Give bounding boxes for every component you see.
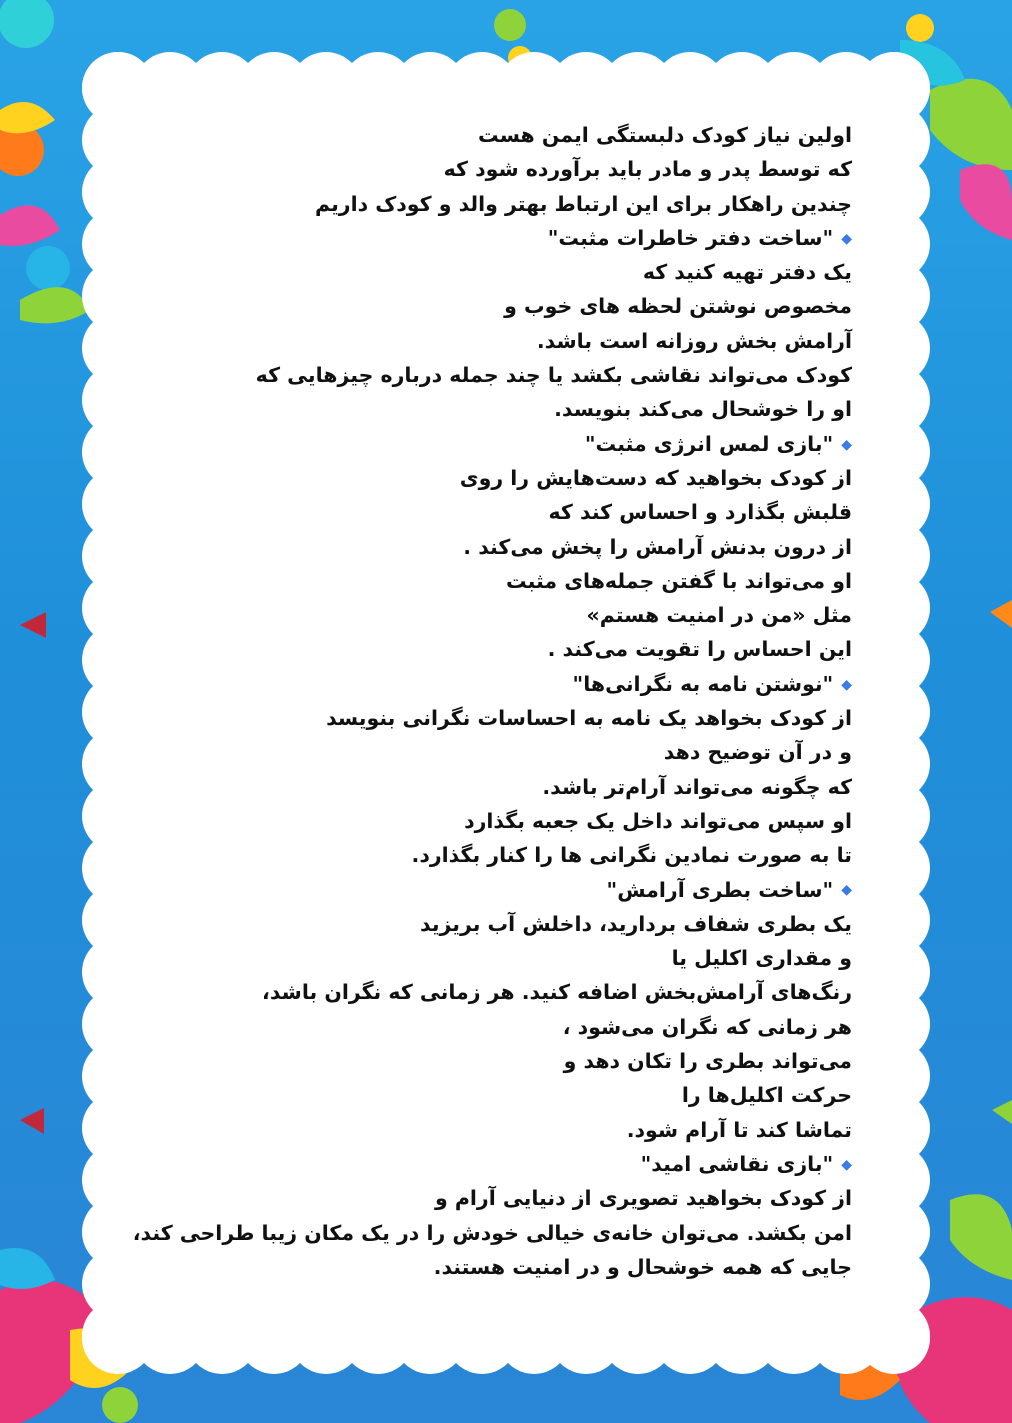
line-text: تا به صورت نمادین نگرانی ها را کنار بگذارد.: [411, 843, 852, 868]
text-line: [70, 975, 852, 1009]
line-text: او را خوشحال می‌کند بنویسد.: [554, 397, 852, 422]
text-line: [70, 804, 852, 838]
text-line: [70, 1250, 852, 1284]
text-line: [70, 564, 852, 598]
text-line: [70, 255, 852, 289]
text-line: [70, 461, 852, 495]
line-text: "بازی لمس انرژی مثبت": [584, 431, 834, 456]
line-text: مثل «من در امنیت هستم»: [586, 603, 852, 628]
text-line: [70, 838, 852, 872]
text-line: [70, 187, 852, 221]
line-text: هر زمانی که نگران می‌شود ،: [562, 1014, 852, 1039]
text-line: [70, 941, 852, 975]
line-text: قلبش بگذارد و احساس کند که: [548, 500, 852, 525]
section-heading: [70, 1147, 852, 1181]
line-text: این احساس را تقویت می‌کند .: [547, 637, 852, 662]
line-text: از کودک بخواهد یک نامه به احساسات نگرانی بنویسد: [326, 706, 852, 731]
line-text: امن بکشد. می‌توان خانه‌ی خیالی خودش را در یک مکان زیبا طراحی کند،: [132, 1220, 852, 1245]
section-heading: [70, 667, 852, 701]
line-text: تماشا کند تا آرام شود.: [626, 1117, 852, 1142]
text-line: [70, 358, 852, 392]
diamond-bullet-icon: ◆: [841, 436, 852, 453]
section-heading: [70, 221, 852, 255]
line-text: کودک می‌تواند نقاشی بکشد یا چند جمله درباره چیزهایی که: [255, 363, 852, 388]
line-text: اولین نیاز کودک دلبستگی ایمن هست: [478, 123, 852, 147]
diamond-bullet-icon: ◆: [841, 1156, 852, 1173]
text-line: [70, 1113, 852, 1147]
line-text: می‌تواند بطری را تکان دهد و: [563, 1049, 852, 1074]
line-text: "نوشتن نامه به نگرانی‌ها": [572, 671, 834, 696]
line-text: حرکت اکلیل‌ها را: [681, 1083, 852, 1108]
text-line: [70, 495, 852, 529]
line-text: آرامش بخش روزانه است باشد.: [536, 328, 852, 353]
text-line: [70, 907, 852, 941]
line-text: یک دفتر تهیه کنید که: [642, 260, 852, 285]
text-line: [70, 598, 852, 632]
diamond-bullet-icon: ◆: [841, 676, 852, 693]
line-text: یک بطری شفاف بردارید، داخلش آب بریزید: [419, 911, 852, 936]
section-heading: [70, 427, 852, 461]
text-line: [70, 735, 852, 769]
text-line: [70, 632, 852, 666]
line-text: مخصوص نوشتن لحظه های خوب و: [504, 294, 852, 319]
line-text: چندین راهکار برای این ارتباط بهتر والد و کودک داریم: [315, 191, 852, 216]
text-line: [70, 1078, 852, 1112]
article-text: [70, 118, 852, 1338]
text-line: [70, 289, 852, 323]
line-text: از درون بدنش آرامش را پخش می‌کند .: [463, 534, 852, 559]
text-line: [70, 1216, 852, 1250]
text-line: [70, 118, 852, 152]
diamond-bullet-icon: ◆: [841, 882, 852, 899]
line-text: از کودک بخواهید که دست‌هایش را روی: [459, 465, 852, 490]
text-line: [70, 1181, 852, 1215]
text-line: [70, 530, 852, 564]
line-text: که چگونه می‌تواند آرام‌تر باشد.: [542, 774, 852, 799]
text-line: [70, 770, 852, 804]
text-line: [70, 1044, 852, 1078]
line-text: از کودک بخواهید تصویری از دنیایی آرام و: [434, 1186, 852, 1211]
text-line: [70, 324, 852, 358]
text-line: [70, 1010, 852, 1044]
text-line: [70, 392, 852, 426]
line-text: که توسط پدر و مادر باید برآورده شود که: [443, 157, 852, 182]
line-text: او می‌تواند با گفتن جمله‌های مثبت: [505, 568, 852, 593]
line-text: جایی که همه خوشحال و در امنیت هستند.: [433, 1254, 852, 1279]
diamond-bullet-icon: ◆: [841, 230, 852, 247]
line-text: و مقداری اکلیل یا: [671, 946, 852, 971]
line-text: او سپس می‌تواند داخل یک جعبه بگذارد: [464, 808, 852, 833]
text-line: [70, 152, 852, 186]
line-text: رنگ‌های آرامش‌بخش اضافه کنید. هر زمانی که نگران باشد،: [262, 980, 852, 1005]
line-text: و در آن توضیح دهد: [663, 740, 852, 765]
line-text: "بازی نقاشی امید": [640, 1151, 834, 1176]
section-heading: [70, 873, 852, 907]
line-text: "ساخت دفتر خاطرات مثبت": [547, 225, 834, 250]
line-text: "ساخت بطری آرامش": [606, 877, 834, 902]
text-line: [70, 701, 852, 735]
